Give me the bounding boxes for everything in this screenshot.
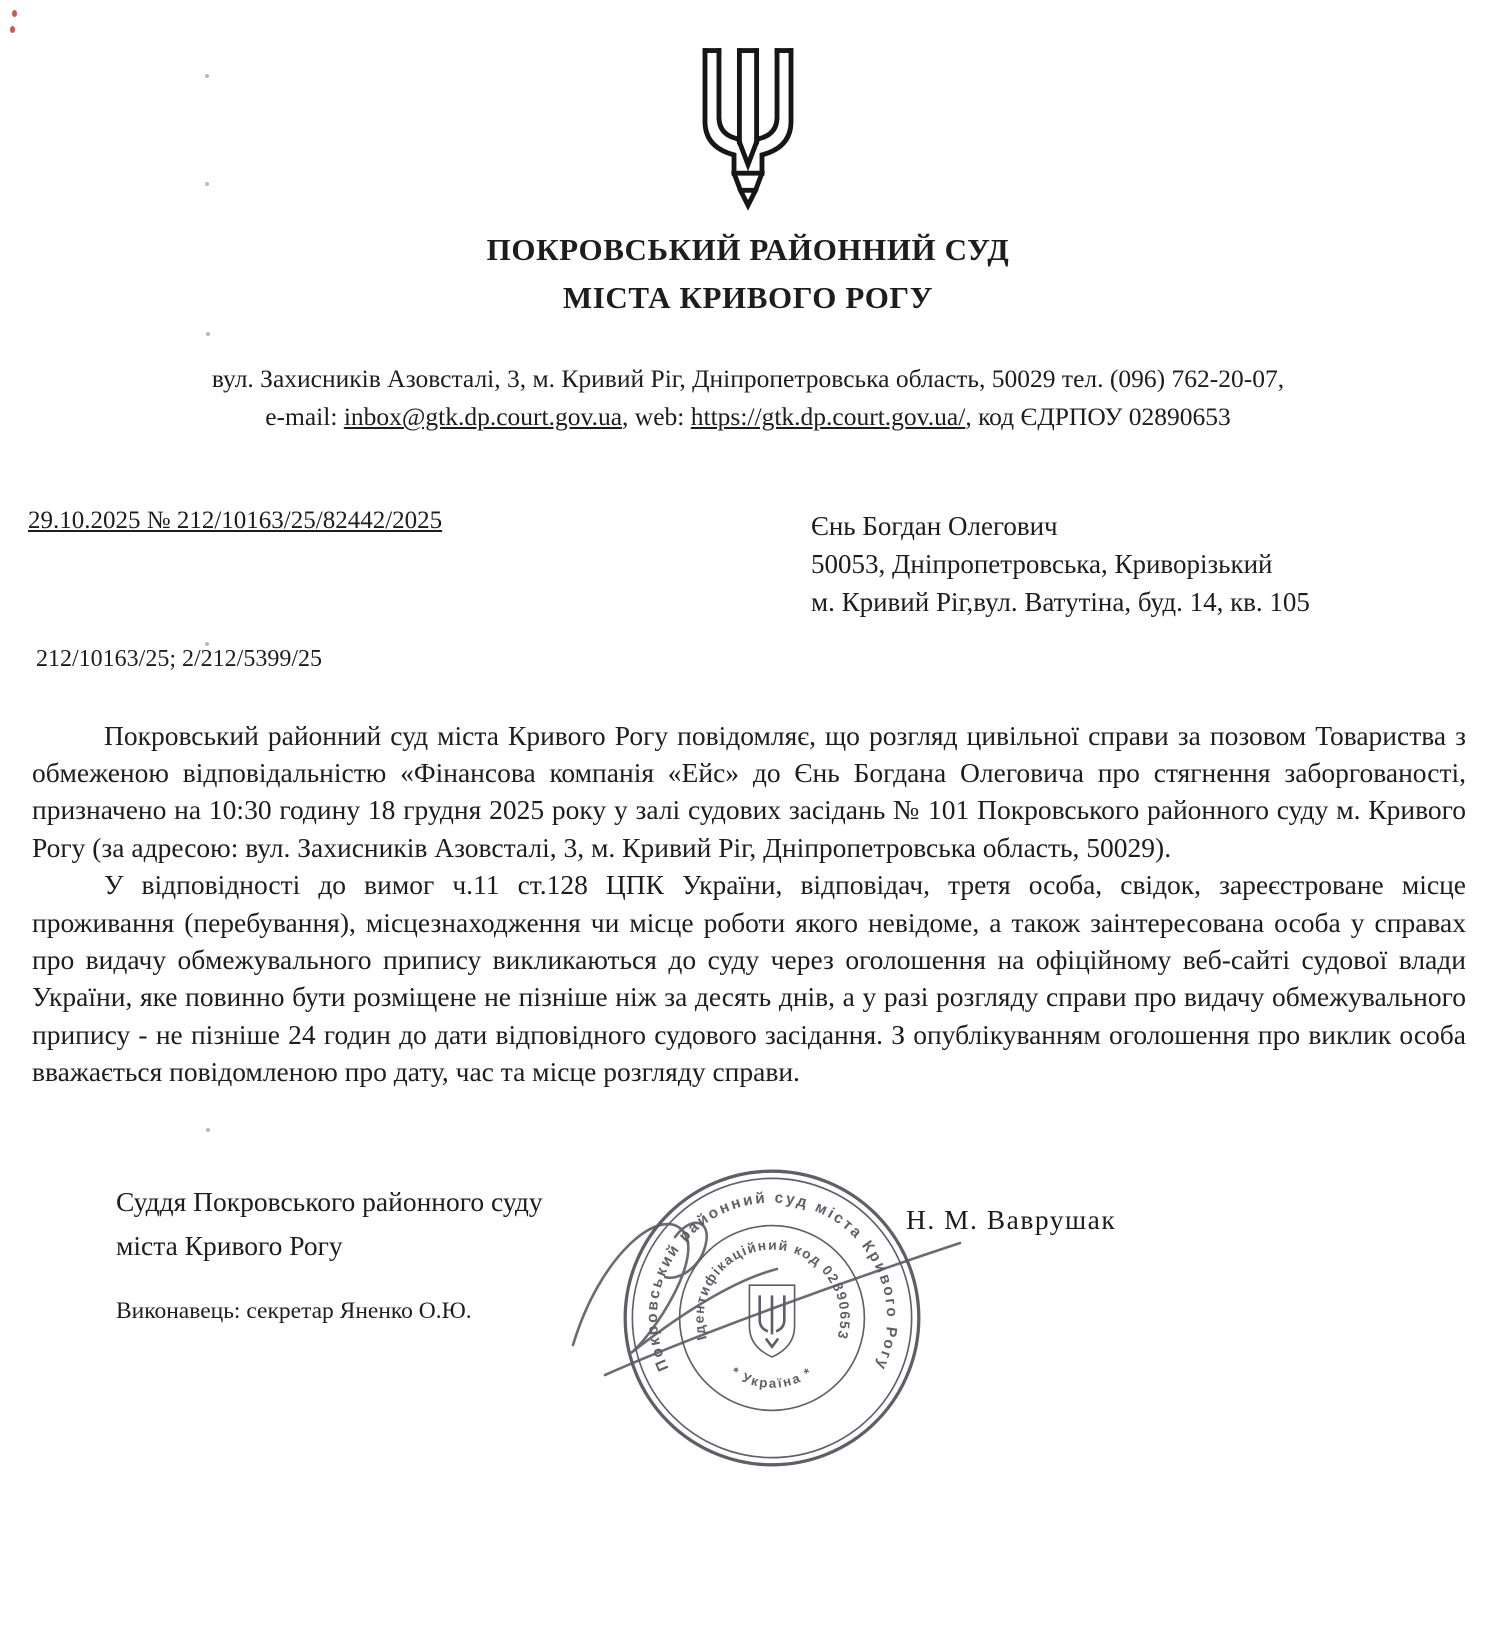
court-name	[0, 226, 1496, 322]
stamp-inner-text: Ідентифікаційний код 02890653	[690, 1236, 854, 1343]
email-label: e-mail:	[265, 402, 344, 432]
addressee-region: 50053, Дніпропетровська, Криворізький	[811, 548, 1273, 579]
scan-artifact	[12, 10, 17, 17]
judge-name: Н. М. Ваврушак	[906, 1204, 1117, 1236]
email-link: inbox@gtk.dp.court.gov.ua	[343, 402, 623, 432]
court-contact-block	[0, 360, 1496, 437]
reference-row	[0, 507, 1496, 622]
edrpou-code: , код ЄДРПОУ 02890653	[965, 402, 1231, 432]
scan-artifact	[206, 332, 210, 336]
scan-artifact	[205, 182, 209, 186]
web-label: , web:	[622, 402, 691, 432]
judge-title-line2: міста Кривого Рогу	[116, 1230, 343, 1262]
case-numbers: 212/10163/25; 2/212/5399/25	[36, 645, 323, 672]
stamp-bottom-text: * Україна *	[728, 1363, 816, 1391]
ukraine-trident-emblem	[681, 42, 815, 214]
addressee-block	[811, 507, 1466, 622]
scan-artifact	[206, 1128, 210, 1132]
executor-line: Виконавець: секретар Яненко О.Ю.	[116, 1298, 472, 1325]
judge-title-line1: Суддя Покровського районного суду	[116, 1186, 543, 1218]
web-link: https://gtk.dp.court.gov.ua/	[690, 402, 966, 432]
scan-artifact	[205, 74, 209, 78]
court-name-line1: ПОКРОВСЬКИЙ РАЙОННИЙ СУД	[486, 232, 1010, 267]
handwritten-signature	[545, 1185, 975, 1405]
emblem-container	[0, 0, 1496, 214]
court-name-line2: МІСТА КРИВОГО РОГУ	[562, 280, 934, 316]
court-address-line: вул. Захисників Азовсталі, 3, м. Кривий Ріг, Дніпропетровська область, 50029 тел. (096) 762-20-07,	[211, 364, 1285, 394]
body-paragraph-1: Покровський районний суд міста Кривого Рогу повідомляє, що розгляд цивільної справи за позовом Товариства з обмеженою відповідальністю «Фінансова компанія «Ейс» до Єнь Богдана Олеговича про стягнення заборгованості, призначено на 10:30 годину 18 грудня 2025 року у залі судових засідань № 101 Покровського районного суду м. Кривого Рогу (за адресою: вул. Захисників Азовсталі, 3, м. Кривий Ріг, Дніпропетровська область, 50029).	[32, 719, 1466, 863]
scan-artifact	[205, 642, 209, 646]
addressee-name: Єнь Богдан Олегович	[811, 510, 1058, 541]
stamp-ring-text: Покровський районний суд міста Кривого Рогу	[643, 1189, 901, 1374]
body-paragraph-2: У відповідності до вимог ч.11 ст.128 ЦПК України, відповідач, третя особа, свідок, зареєстроване місце проживання (перебування), місцезнаходження чи місце роботи якого невідоме, а також заінтересована особа у справах про видачу обмежувального припису викликаються до суду через оголошення на офіційному веб-сайті судової влади України, яке повинно бути розміщене не пізніше ніж за десять днів, а у разі розгляду справи про видачу обмежувального припису - не пізніше 24 годин до дати відповідного судового засідання. З опублікуванням оголошення про виклик особа вважається повідомленою про дату, час та місце розгляду справи.	[32, 869, 1466, 1088]
body-text	[0, 717, 1496, 1091]
court-contact-line	[0, 398, 1496, 436]
scan-artifact	[10, 26, 15, 33]
addressee-street: м. Кривий Ріг,вул. Ватутіна, буд. 14, кв. 105	[811, 587, 1310, 618]
outgoing-reference: 29.10.2025 № 212/10163/25/82442/2025	[28, 506, 443, 534]
